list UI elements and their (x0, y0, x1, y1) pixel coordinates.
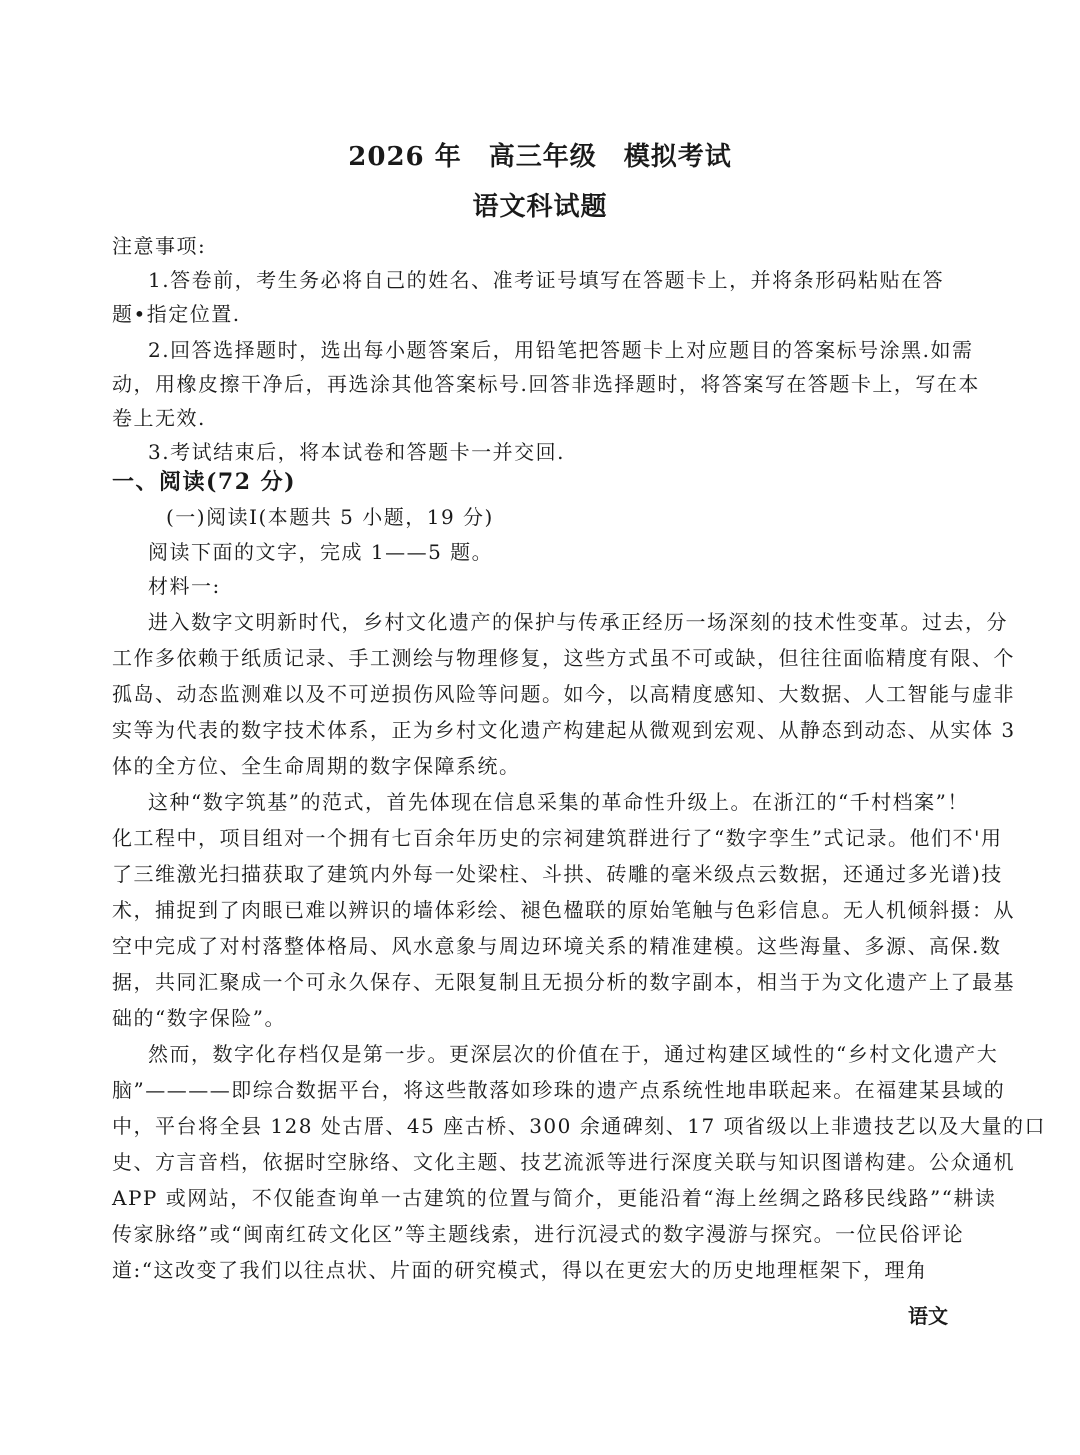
exam-subtitle: 语文科试题 (472, 192, 608, 222)
notice-line: 1.答卷前，考生务必将自己的姓名、准考证号填写在答题卡上，并将条形码粘贴在答 (148, 268, 945, 292)
body-line: 础的“数字保险”。 (112, 1006, 286, 1030)
notice-line: 2.回答选择题时，选出每小题答案后，用铅笔把答题卡上对应题目的答案标号涂黑.如需 (148, 338, 974, 362)
body-line: 这种“数字筑基”的范式，首先体现在信息采集的革命性升级上。在浙江的“千村档案”！ (148, 790, 969, 814)
notice-line: 题•指定位置. (112, 302, 241, 326)
body-line: 史、方言音档，依据时空脉络、文化主题、技艺流派等进行深度关联与知识图谱构建。公众通机 (112, 1150, 1015, 1174)
section-heading: 一、阅读(72 分) (112, 469, 297, 495)
exam-title: 2026 年 高三年级 模拟考试 (348, 142, 732, 172)
body-line: 化工程中，项目组对一个拥有七百余年历史的宗祠建筑群进行了“数字孪生”式记录。他们不'用 (112, 826, 1003, 850)
material-label: 材料一: (148, 574, 221, 598)
body-line: 传家脉络”或“闽南红砖文化区”等主题线索，进行沉浸式的数字漫游与探究。一位民俗评论 (112, 1222, 965, 1246)
body-line: 工作多依赖于纸质记录、手工测绘与物理修复，这些方式虽不可或缺，但往往面临精度有限、个 (112, 646, 1015, 670)
body-line: 了三维激光扫描获取了建筑内外每一处梁柱、斗拱、砖雕的毫米级点云数据，还通过多光谱)技 (112, 862, 1003, 886)
sub-section-heading: (一)阅读Ⅰ(本题共 5 小题，19 分) (166, 505, 494, 529)
notice-line: 卷上无效. (112, 406, 206, 430)
body-line: 脑”————即综合数据平台，将这些散落如珍珠的遗产点系统性地串联起来。在福建某县域的 (112, 1078, 1006, 1102)
body-line: 术，捕捉到了肉眼已难以辨识的墙体彩绘、褪色楹联的原始笔触与色彩信息。无人机倾斜摄：从 (112, 898, 1015, 922)
body-line: APP 或网站，不仅能查询单一古建筑的位置与简介，更能沿着“海上丝绸之路移民线路”“耕读 (112, 1186, 997, 1210)
body-line: 道:“这改变了我们以往点状、片面的研究模式，得以在更宏大的历史地理框架下，理角 (112, 1258, 928, 1282)
body-line: 据，共同汇聚成一个可永久保存、无限复制且无损分析的数字副本，相当于为文化遗产上了最基 (112, 970, 1015, 994)
notice-heading: 注意事项: (112, 234, 207, 258)
body-line: 进入数字文明新时代，乡村文化遗产的保护与传承正经历一场深刻的技术性变革。过去，分 (148, 610, 1008, 634)
body-line: 中，平台将全县 128 处古厝、45 座古桥、300 余通碑刻、17 项省级以上非遗技艺以及大量的口 (112, 1114, 1047, 1138)
body-line: 孤岛、动态监测难以及不可逆损伤风险等问题。如今，以高精度感知、大数据、人工智能与虚非 (112, 682, 1015, 706)
footer-subject: 语文 (908, 1304, 948, 1328)
reading-instruction: 阅读下面的文字，完成 1——5 题。 (148, 540, 494, 564)
body-line: 实等为代表的数字技术体系，正为乡村文化遗产构建起从微观到宏观、从静态到动态、从实体 3 (112, 718, 1016, 742)
body-line: 空中完成了对村落整体格局、风水意象与周边环境关系的精准建模。这些海量、多源、高保.数 (112, 934, 1002, 958)
body-line: 体的全方位、全生命周期的数字保障系统。 (112, 754, 521, 778)
notice-line: 3.考试结束后，将本试卷和答题卡一并交回. (148, 440, 565, 464)
notice-line: 动，用橡皮擦干净后，再选涂其他答案标号.回答非选择题时，将答案写在答题卡上，写在本 (112, 372, 980, 396)
body-line: 然而，数字化存档仅是第一步。更深层次的价值在于，通过构建区域性的“乡村文化遗产大 (148, 1042, 999, 1066)
